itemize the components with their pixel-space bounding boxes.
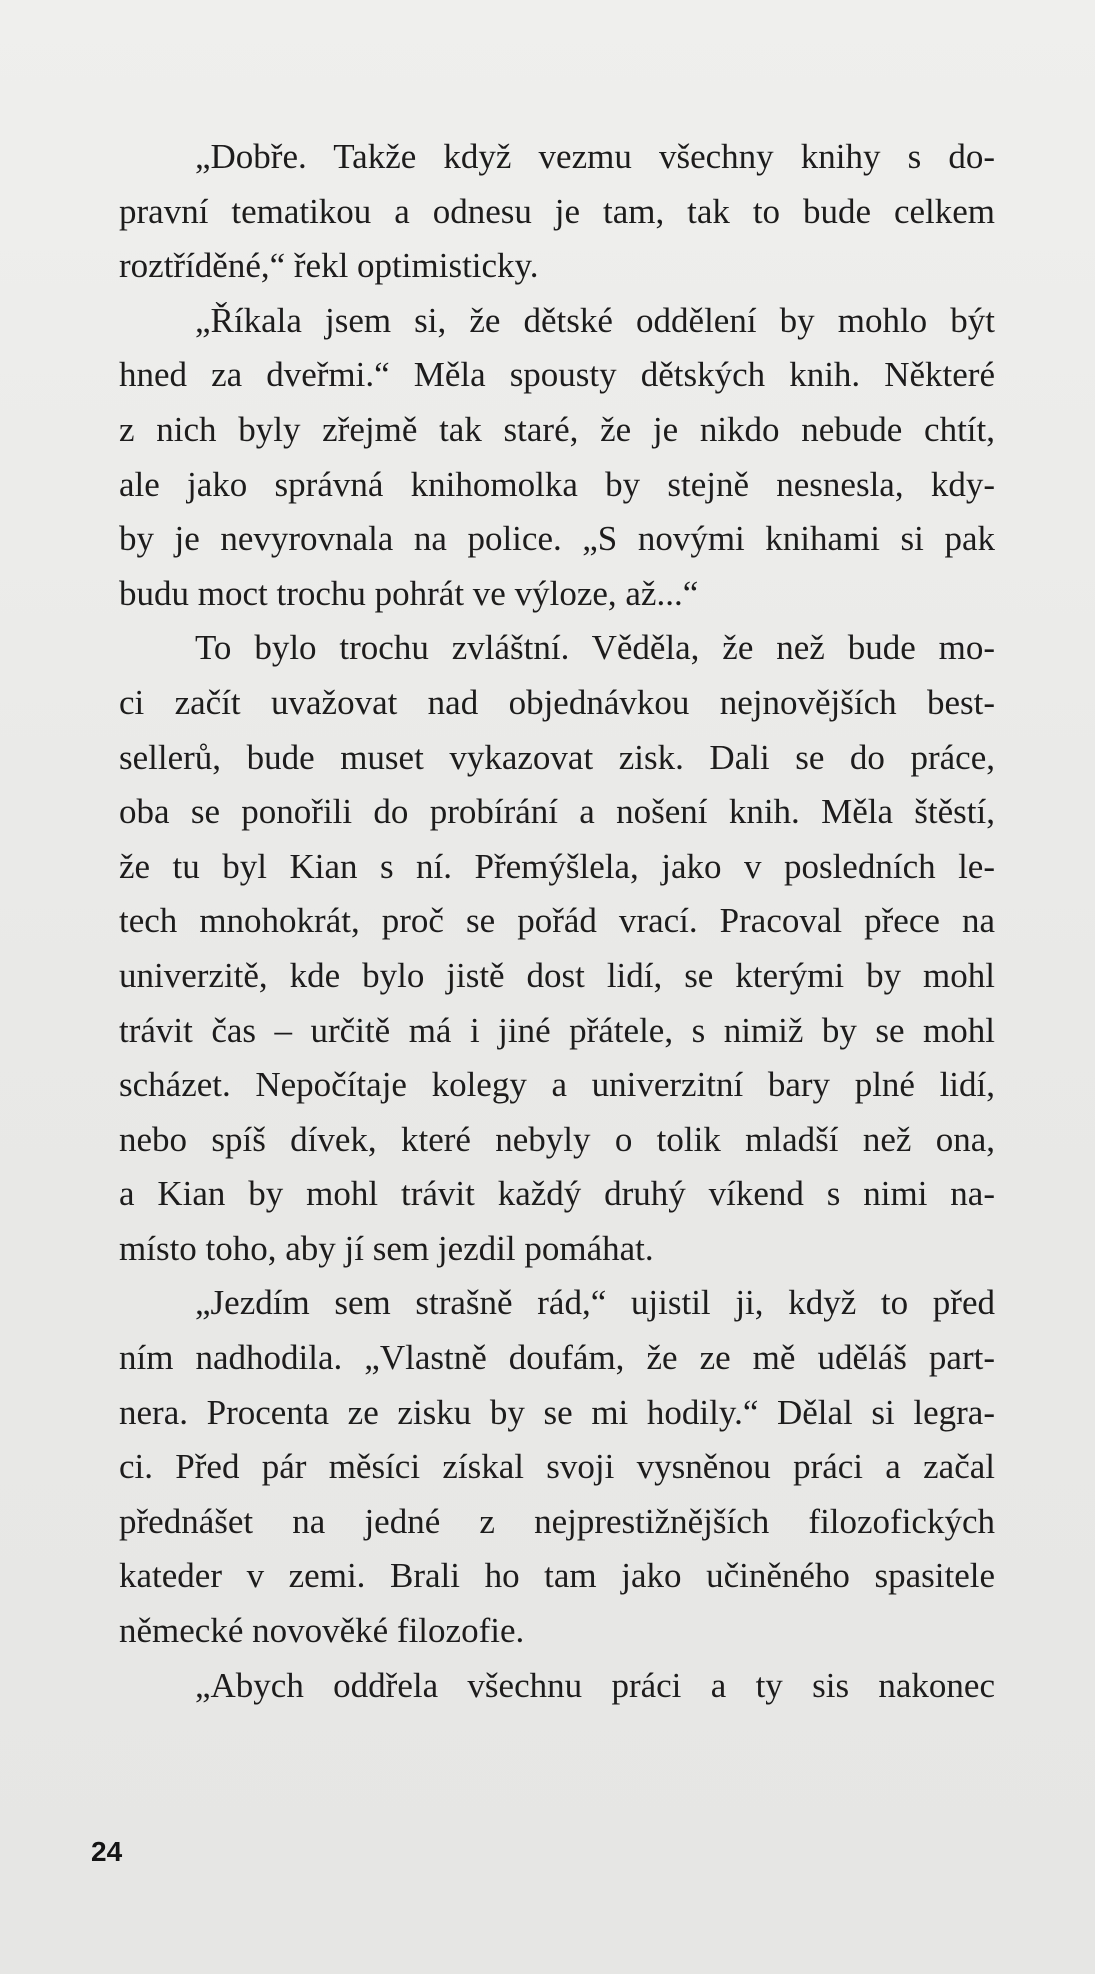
body-text [119,130,995,1713]
text-line: trávit čas – určitě má i jiné přátele, s nimiž by se mohl [119,1010,995,1050]
text-line: pravní tematikou a odnesu je tam, tak to bude celkem [119,191,995,231]
text-line: sellerů, bude muset vykazovat zisk. Dali se do práce, [119,737,995,777]
text-line: budu moct trochu pohrát ve výloze, až...“ [119,573,699,613]
text-line: německé novověké filozofie. [119,1611,525,1651]
text-line: by je nevyrovnala na police. „S novými knihami si pak [119,519,995,559]
text-line: ci. Před pár měsíci získal svoji vysněnou práci a začal [119,1447,995,1487]
text-line: z nich byly zřejmě tak staré, že je nikdo nebude chtít, [119,409,995,449]
text-line: roztříděné,“ řekl optimisticky. [119,246,539,286]
text-line: univerzitě, kde bylo jistě dost lidí, se kterými by mohl [119,955,995,995]
text-line: kateder v zemi. Brali ho tam jako učiněného spasitele [119,1556,995,1596]
text-line: oba se ponořili do probírání a nošení knih. Měla štěstí, [119,792,995,832]
text-line: nera. Procenta ze zisku by se mi hodily.“ Dělal si legra- [119,1392,995,1432]
text-line: scházet. Nepočítaje kolegy a univerzitní bary plné lidí, [119,1065,995,1105]
text-line: nebo spíš dívek, které nebyly o tolik mladší než ona, [119,1119,995,1159]
text-line: „Abych oddřela všechnu práci a ty sis nakonec [195,1665,995,1705]
text-line: „Říkala jsem si, že dětské oddělení by mohlo být [195,300,995,340]
text-line: To bylo trochu zvláštní. Věděla, že než bude mo- [195,628,995,668]
text-line: ci začít uvažovat nad objednávkou nejnovějších best- [119,682,995,722]
text-line: a Kian by mohl trávit každý druhý víkend s nimi na- [119,1174,995,1214]
text-line: „Dobře. Takže když vezmu všechny knihy s do- [195,137,995,176]
text-line: ale jako správná knihomolka by stejně nesnesla, kdy- [119,464,995,504]
text-line: přednášet na jedné z nejprestižnějších filozofických [119,1501,995,1541]
page-number: 24 [91,1836,123,1867]
text-line: tech mnohokrát, proč se pořád vrací. Pracoval přece na [119,901,995,941]
text-line: hned za dveřmi.“ Měla spousty dětských knih. Některé [119,355,995,395]
text-line: ním nadhodila. „Vlastně doufám, že ze mě uděláš part- [119,1338,995,1378]
text-line: místo toho, aby jí sem jezdil pomáhat. [119,1228,654,1268]
text-line: „Jezdím sem strašně rád,“ ujistil ji, když to před [195,1283,995,1323]
text-line: že tu byl Kian s ní. Přemýšlela, jako v posledních le- [119,846,995,886]
